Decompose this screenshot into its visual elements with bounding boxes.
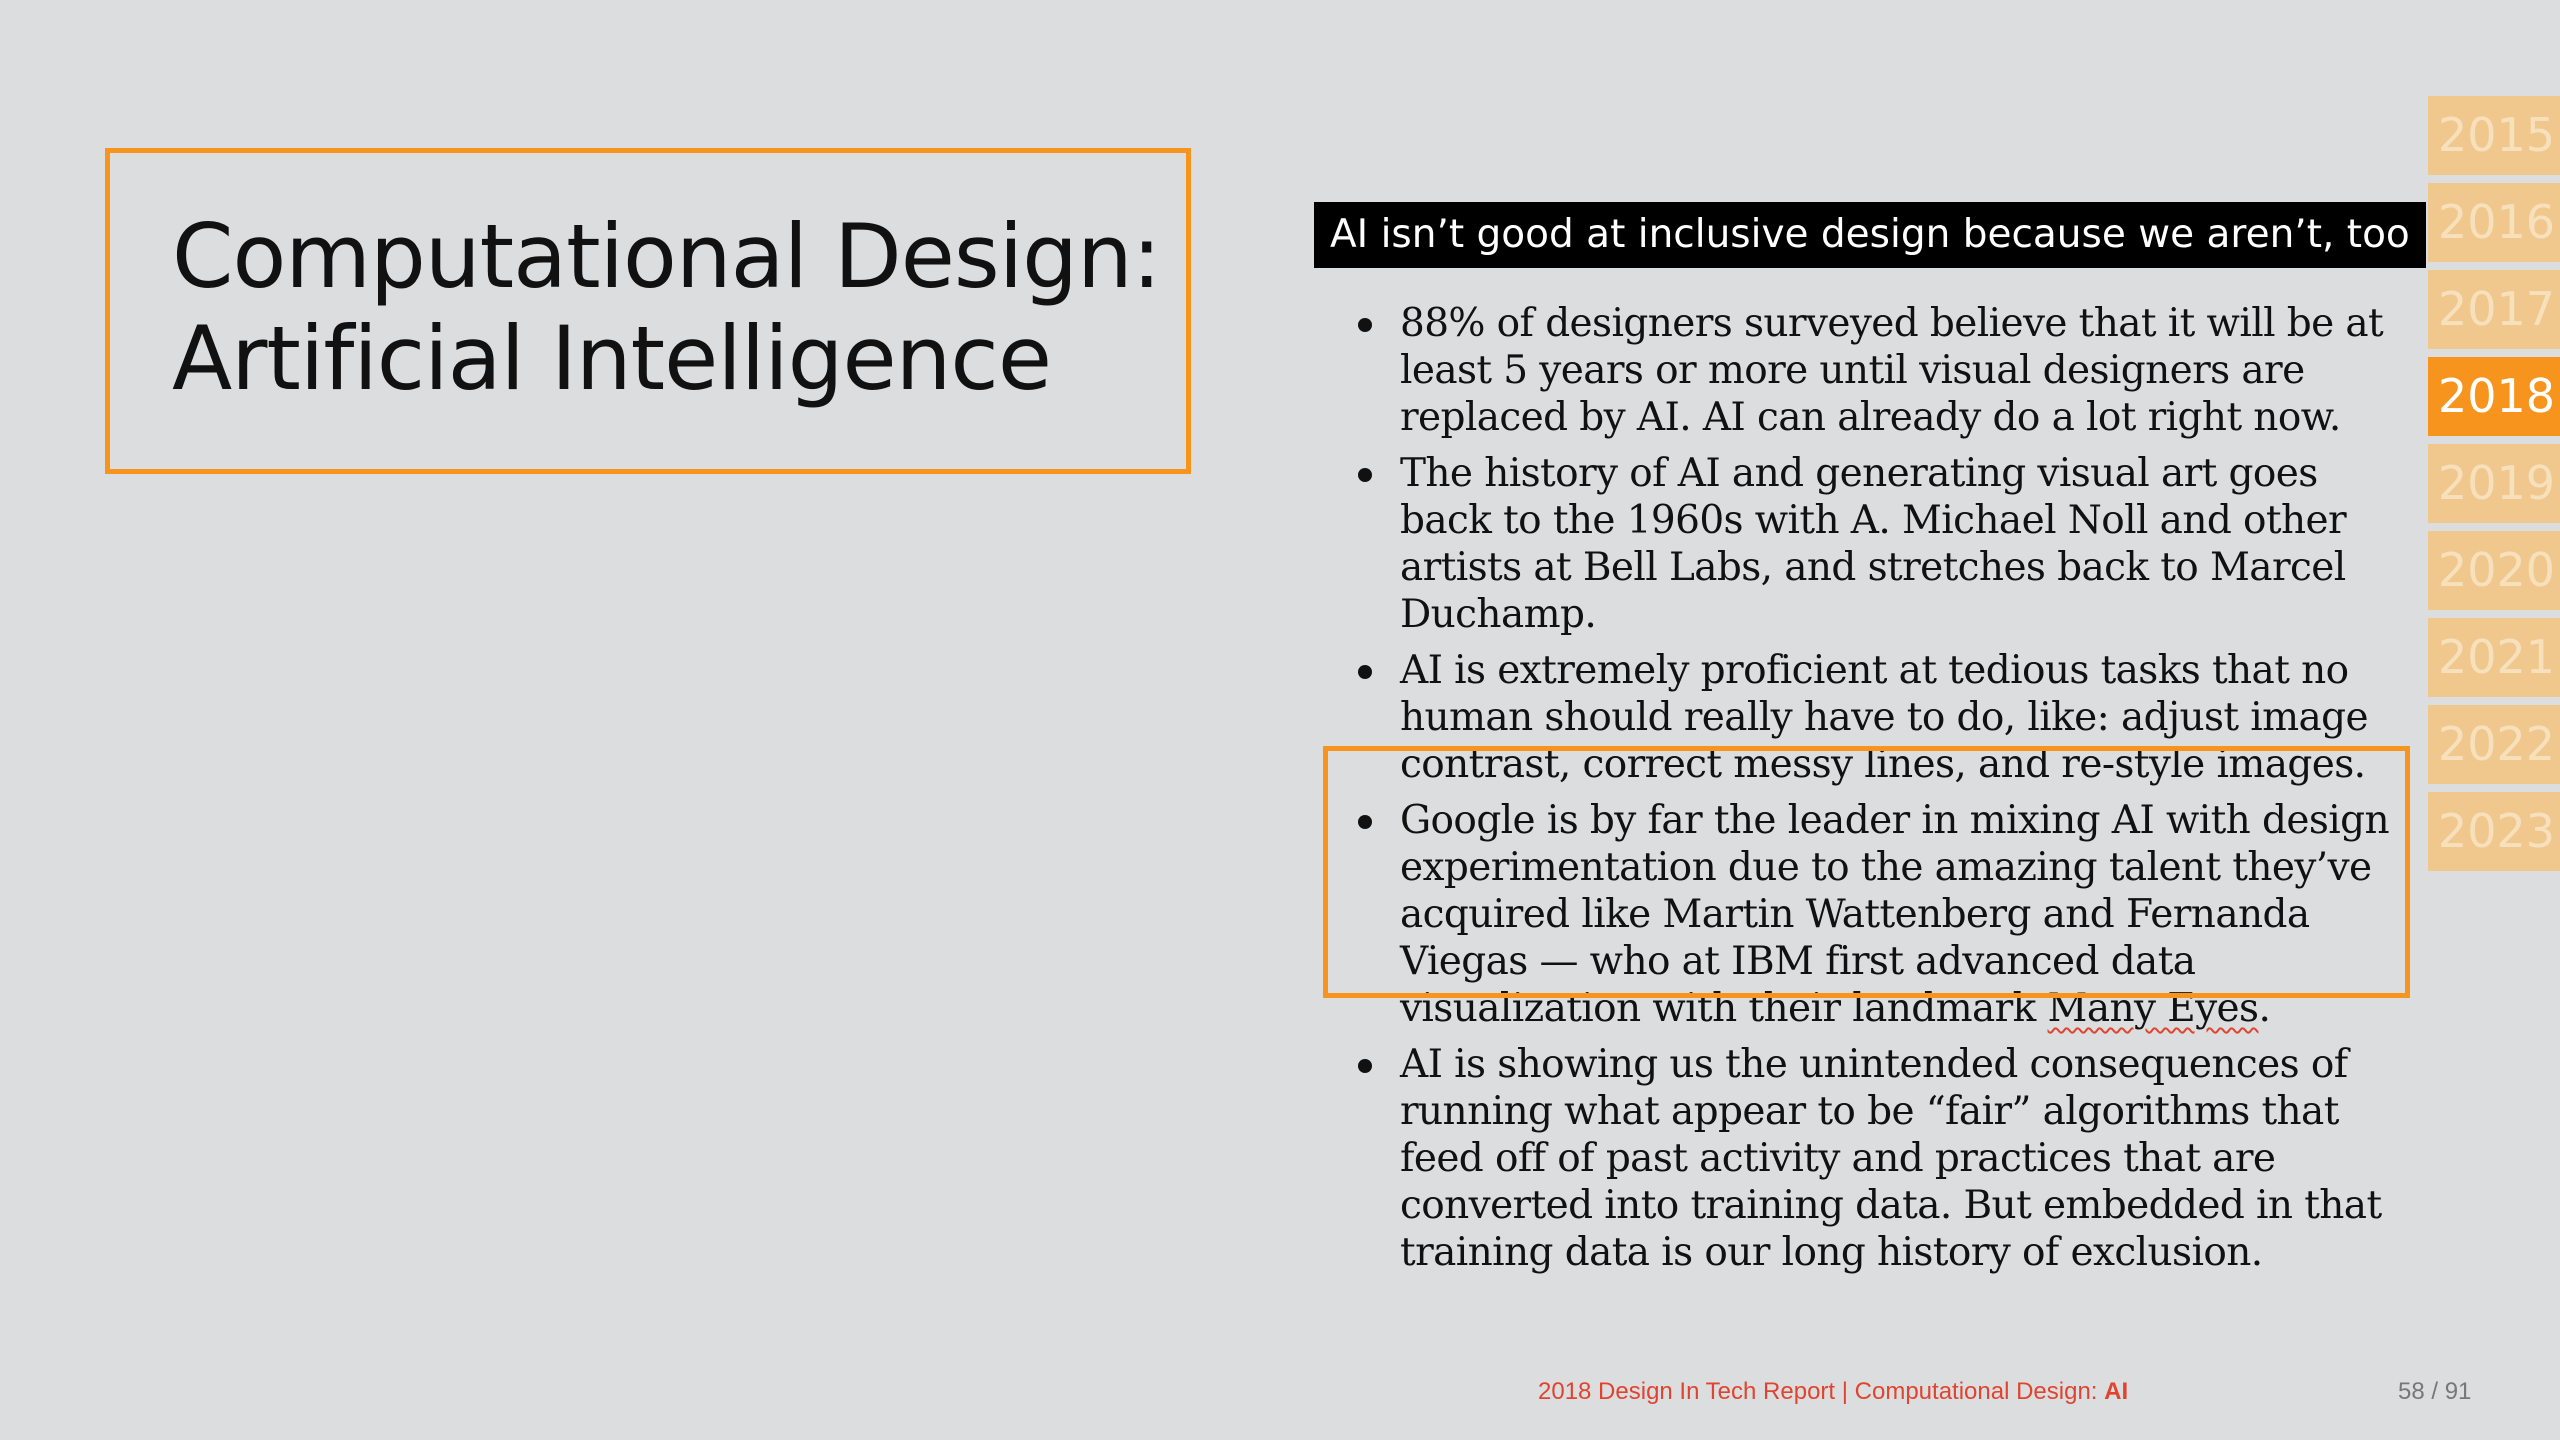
year-tab-2018[interactable]: 2018 bbox=[2428, 357, 2560, 436]
bullet-text: AI is extremely proficient at tedious tasks that no human should really have to do, like: adjust image contrast, correct messy lines, and re-style images. bbox=[1400, 648, 2369, 787]
bullet-item bbox=[1352, 450, 2412, 638]
bullet-text: 88% of designers surveyed believe that it will be at least 5 years or more until visual designers are replaced by AI. AI can already do a lot right now. bbox=[1400, 301, 2384, 440]
page-number: 58 / 91 bbox=[2398, 1378, 2472, 1405]
bullet-text: The history of AI and generating visual art goes back to the 1960s with A. Michael Noll and other artists at Bell Labs, and stretches back to Marcel Duchamp. bbox=[1400, 451, 2347, 637]
footer-text: 2018 Design In Tech Report | Computational Design: bbox=[1538, 1378, 2105, 1405]
bullet-text: Google is by far the leader in mixing AI with design experimentation due to the amazing talent they’ve acquired like Martin Wattenberg and Fernanda Viegas — who at IBM first advanced data visualization with their landmark bbox=[1400, 798, 2390, 1031]
year-tab-2021[interactable]: 2021 bbox=[2428, 618, 2560, 697]
footer-caption bbox=[1538, 1378, 2128, 1406]
title-frame bbox=[105, 148, 1191, 474]
footer-bold: AI bbox=[2104, 1378, 2129, 1405]
year-tab-2017[interactable]: 2017 bbox=[2428, 270, 2560, 349]
bullet-dot bbox=[1358, 1059, 1372, 1073]
highlight-frame bbox=[1323, 746, 2410, 998]
bullet-dot bbox=[1358, 318, 1372, 332]
bullet-item bbox=[1352, 300, 2412, 441]
slide-title-line-2: Artificial Intelligence bbox=[172, 307, 1051, 410]
bullet-text-end: . bbox=[2258, 986, 2271, 1031]
slide-subheading: AI isn’t good at inclusive design because we aren’t, too bbox=[1314, 202, 2426, 268]
year-tab-2020[interactable]: 2020 bbox=[2428, 531, 2560, 610]
bullet-item bbox=[1352, 1041, 2412, 1276]
many-eyes-link[interactable]: Many Eyes bbox=[2047, 986, 2259, 1031]
year-tab-2022[interactable]: 2022 bbox=[2428, 705, 2560, 784]
slide-title-line-1: Computational Design: bbox=[172, 205, 1161, 308]
bullet-dot bbox=[1358, 468, 1372, 482]
bullet-dot bbox=[1358, 665, 1372, 679]
year-tab-2023[interactable]: 2023 bbox=[2428, 792, 2560, 871]
year-tab-2015[interactable]: 2015 bbox=[2428, 96, 2560, 175]
year-tab-2016[interactable]: 2016 bbox=[2428, 183, 2560, 262]
year-nav bbox=[2428, 96, 2560, 879]
bullet-text: AI is showing us the unintended consequences of running what appear to be “fair” algorithms that feed off of past activity and practices that are converted into training data. But embedded in that training data is our long history of exclusion. bbox=[1400, 1042, 2382, 1275]
year-tab-2019[interactable]: 2019 bbox=[2428, 444, 2560, 523]
